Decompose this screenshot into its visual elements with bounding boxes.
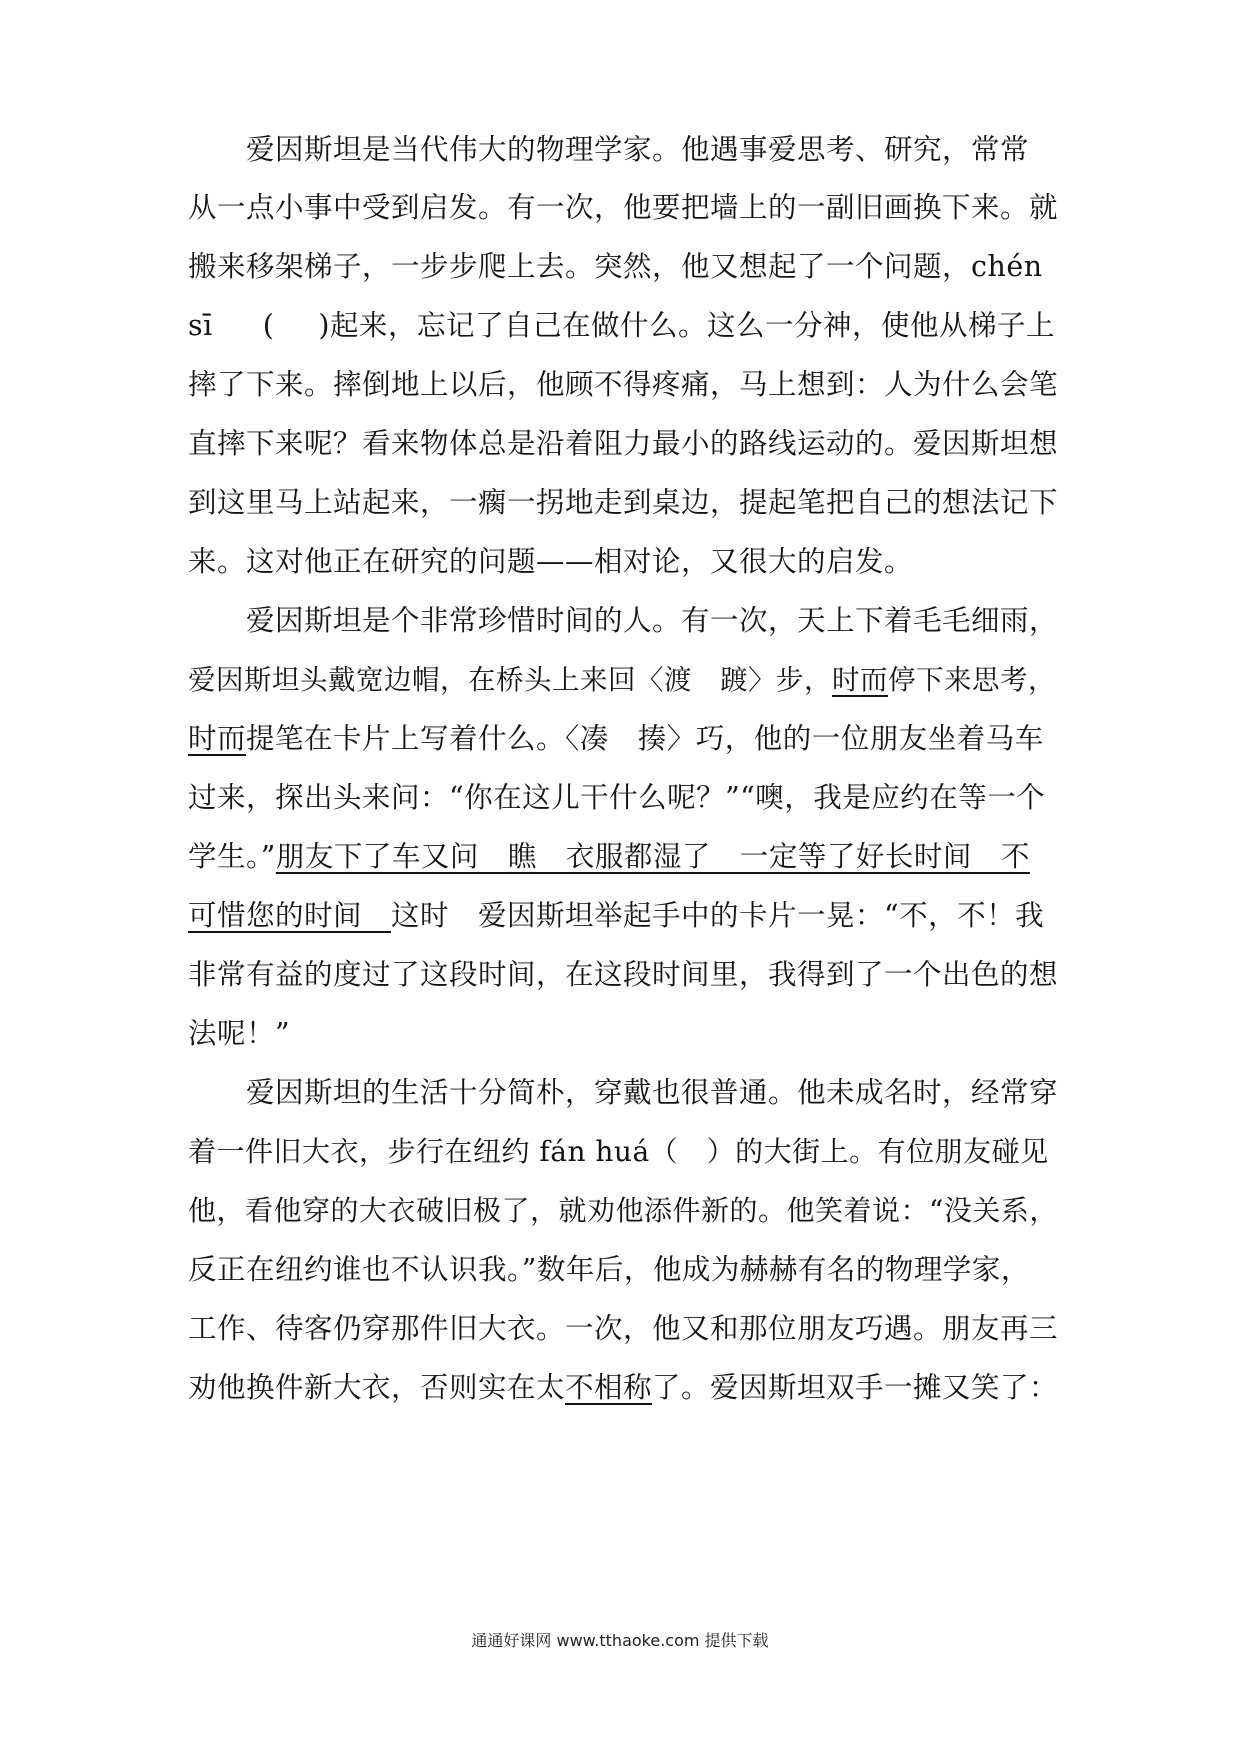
p3-line-5 — [188, 1309, 1058, 1349]
text-span: 爱因斯坦是当代伟大的物理学家。他遇事爱思考、研究，常常 — [246, 133, 1030, 166]
p1-line-8 — [188, 542, 913, 582]
p2-line-2 — [188, 660, 1056, 700]
p1-line-3 — [188, 247, 1043, 287]
pinyin-chensi-part1: chén — [971, 250, 1043, 283]
p2-line-5 — [188, 837, 1030, 877]
blank-open-paren: ( — [262, 309, 275, 342]
text-span: 着一件旧大衣，步行在纽约 fán huá（ ）的大街上。有位朋友碰见 — [188, 1135, 1049, 1168]
text-span: 反正在纽约谁也不认识我。”数年后，他成为赫赫有名的物理学家， — [188, 1253, 1030, 1286]
text-span: 法呢！” — [188, 1017, 291, 1050]
text-span: 来。这对他正在研究的问题——相对论，又很大的启发。 — [188, 545, 914, 578]
p3-line-1 — [246, 1073, 1058, 1113]
p3-line-3 — [188, 1191, 1058, 1231]
p2-line-4 — [188, 778, 1045, 818]
text-span: 提笔在卡片上写着什么。〈凑 揍〉巧，他的一位朋友坐着马车 — [246, 722, 1044, 755]
text-span: 爱因斯坦的生活十分简朴，穿戴也很普通。他未成名时，经常穿 — [246, 1076, 1059, 1109]
underlined-word: 不相称 — [565, 1371, 653, 1404]
text-span: 爱因斯坦头戴宽边帽，在桥头上来回〈渡 踱〉步， — [188, 664, 832, 696]
p2-line-3 — [188, 719, 1044, 759]
p1-line-1 — [246, 130, 1029, 170]
text-span: 学生。” — [188, 840, 276, 873]
text-span: 直摔下来呢？看来物体总是沿着阻力最小的路线运动的。爱因斯坦想 — [188, 427, 1059, 460]
p2-line-1 — [246, 601, 1058, 641]
text-span: 过来，探出头来问：“你在这儿干什么呢？”“噢，我是应约在等一个 — [188, 781, 1046, 814]
text-span: 劝他换件新大衣，否则实在太 — [188, 1371, 566, 1404]
text-span: 停下来思考， — [888, 664, 1056, 696]
p2-line-8 — [188, 1014, 290, 1054]
p3-line-2 — [188, 1132, 1049, 1172]
p1-line-5 — [188, 365, 1058, 405]
text-span: 非常有益的度过了这段时间，在这段时间里，我得到了一个出色的想 — [188, 958, 1059, 991]
text-span: 到这里马上站起来，一瘸一拐地走到桌边，提起笔把自己的想法记下 — [188, 486, 1059, 519]
p2-line-6 — [188, 896, 1044, 936]
underlined-word: 时而 — [832, 664, 888, 696]
page-footer: 通通好课网 www.tthaoke.com 提供下载 — [471, 1631, 769, 1650]
p1-line-2 — [188, 188, 1058, 228]
p1-line-4 — [188, 306, 1055, 346]
underlined-word: 时而 — [188, 722, 247, 755]
text-span: )起来，忘记了自己在做什么。这么一分神，使他从梯子上 — [318, 309, 1055, 342]
text-span: 摔了下来。摔倒地上以后，他顾不得疼痛，马上想到：人为什么会笔 — [188, 368, 1059, 401]
punctuation-exercise-sentence: 朋友下了车又问 瞧 衣服都湿了 一定等了好长时间 不 — [275, 840, 1030, 873]
p2-line-7 — [188, 955, 1058, 995]
p3-line-6 — [188, 1368, 1058, 1408]
text-span: 搬来移架梯子，一步步爬上去。突然，他又想起了一个问题， — [188, 250, 972, 283]
p1-line-6 — [188, 424, 1058, 464]
punctuation-exercise-sentence: 可惜您的时间 — [188, 899, 392, 932]
text-span: 他，看他穿的大衣破旧极了，就劝他添件新的。他笑着说：“没关系， — [188, 1194, 1058, 1227]
text-span: 了。爱因斯坦双手一摊又笑了： — [652, 1371, 1059, 1404]
text-span: 这时 爱因斯坦举起手中的卡片一晃：“不，不！我 — [391, 899, 1045, 932]
pinyin-chensi-part2: sī — [188, 309, 213, 342]
p1-line-7 — [188, 483, 1058, 523]
text-span: 爱因斯坦是个非常珍惜时间的人。有一次，天上下着毛毛细雨， — [246, 604, 1059, 637]
text-span: 从一点小事中受到启发。有一次，他要把墙上的一副旧画换下来。就 — [188, 191, 1059, 224]
text-span: 工作、待客仍穿那件旧大衣。一次，他又和那位朋友巧遇。朋友再三 — [188, 1312, 1059, 1345]
p3-line-4 — [188, 1250, 1030, 1290]
